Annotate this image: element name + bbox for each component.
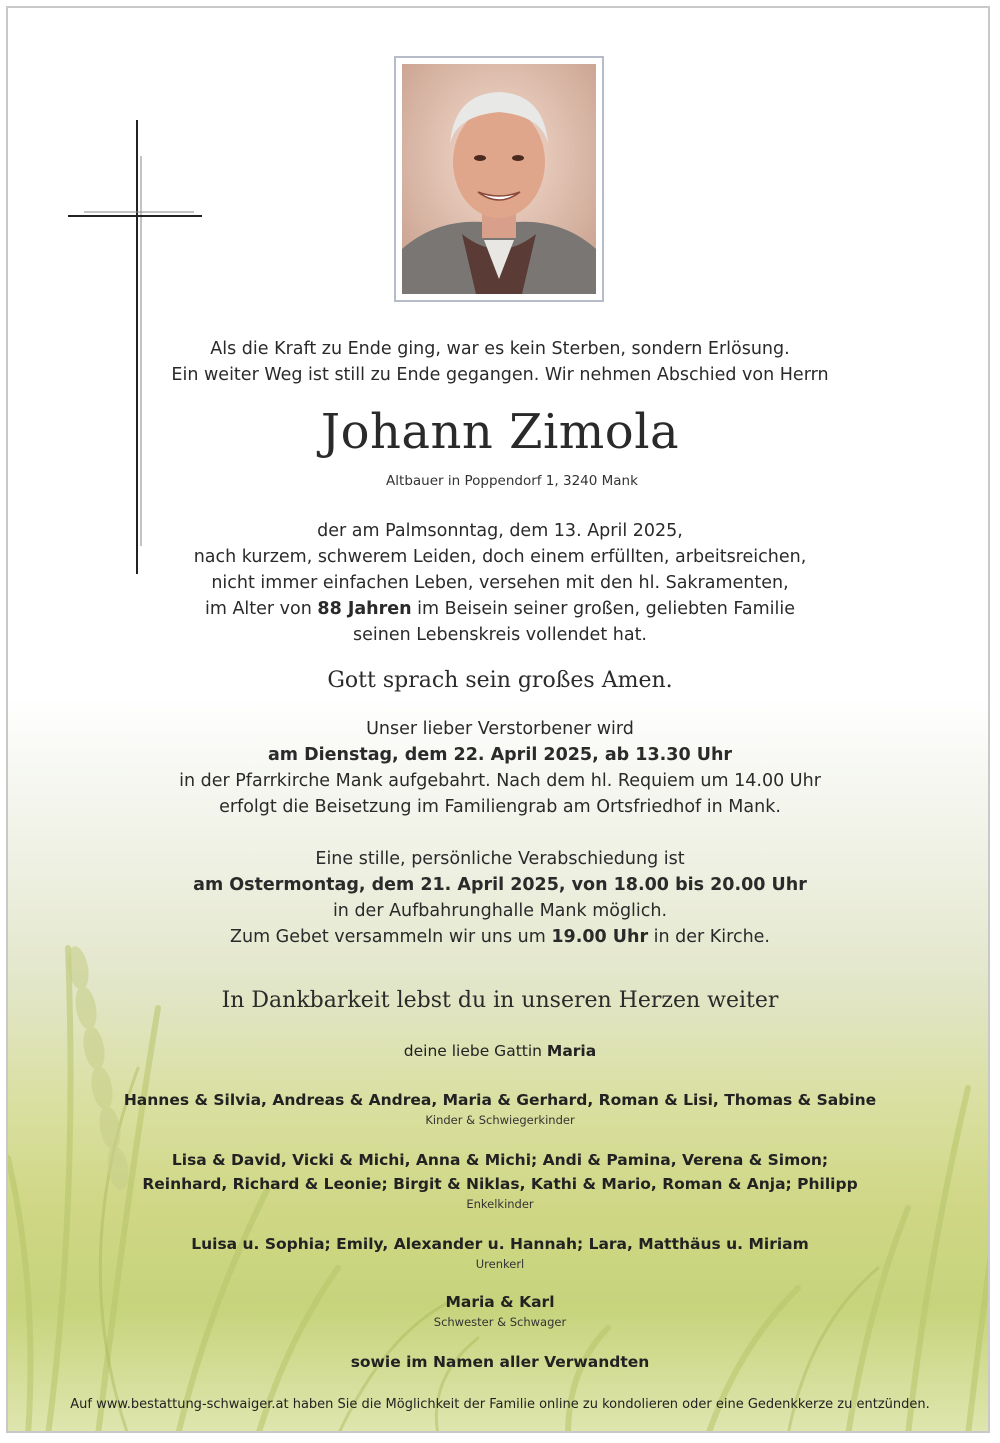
intro-line-1: Als die Kraft zu Ende ging, war es kein Sterben, sondern Erlösung. xyxy=(210,339,790,359)
intro-verse xyxy=(0,336,1000,388)
great-grandchildren-role: Urenkerl xyxy=(475,1257,525,1271)
farewell-paragraph xyxy=(0,846,1000,950)
grandchildren-block xyxy=(0,1148,1000,1212)
funeral-line-3: in der Pfarrkirche Mank aufgebahrt. Nach dem hl. Requiem um 14.00 Uhr xyxy=(179,771,821,791)
passing-line-3: nicht immer einfachen Leben, versehen mit den hl. Sakramenten, xyxy=(211,573,789,593)
children-role: Kinder & Schwiegerkinder xyxy=(425,1113,575,1127)
wife-name: Maria xyxy=(546,1042,597,1060)
relatives-line: sowie im Namen aller Verwandten xyxy=(350,1353,650,1371)
deceased-subtitle: Altbauer in Poppendorf 1, 3240 Mank xyxy=(386,473,638,489)
passing-line-4-post: im Beisein seiner großen, geliebten Familie xyxy=(411,599,795,619)
funeral-line-1: Unser lieber Verstorbener wird xyxy=(366,719,634,739)
children-names: Hannes & Silvia, Andreas & Andrea, Maria & Gerhard, Roman & Lisi, Thomas & Sabine xyxy=(123,1091,877,1109)
portrait-photo xyxy=(394,56,604,302)
deceased-name: Johann Zimola xyxy=(320,404,680,460)
intro-line-2: Ein weiter Weg ist still zu Ende gegangen. Wir nehmen Abschied von Herrn xyxy=(171,365,829,385)
siblings-block xyxy=(0,1290,1000,1330)
quote-amen: Gott sprach sein großes Amen. xyxy=(327,668,673,693)
farewell-line-4-pre: Zum Gebet versammeln wir uns um xyxy=(229,927,552,947)
farewell-line-3: in der Aufbahrunghalle Mank möglich. xyxy=(332,901,668,921)
passing-line-4 xyxy=(0,596,1000,622)
great-grandchildren-block xyxy=(0,1232,1000,1272)
footer-note: Auf www.bestattung-schwaiger.at haben Sie die Möglichkeit der Familie online zu kondolieren oder eine Gedenkkerze zu entzünden. xyxy=(70,1397,930,1412)
passing-line-5: seinen Lebenskreis vollendet hat. xyxy=(353,625,647,645)
age-value: 88 Jahren xyxy=(317,599,412,619)
farewell-date: am Ostermontag, dem 21. April 2025, von 18.00 bis 20.00 Uhr xyxy=(193,875,807,895)
grandchildren-names-2: Reinhard, Richard & Leonie; Birgit & Niklas, Kathi & Mario, Roman & Anja; Philipp xyxy=(142,1175,858,1193)
passing-paragraph xyxy=(0,518,1000,648)
passing-line-4-pre: im Alter von xyxy=(204,599,318,619)
quote-gratitude: In Dankbarkeit lebst du in unseren Herzen weiter xyxy=(221,988,779,1013)
passing-line-2: nach kurzem, schwerem Leiden, doch einem erfüllten, arbeitsreichen, xyxy=(193,547,807,567)
siblings-names: Maria & Karl xyxy=(445,1293,555,1311)
funeral-line-4: erfolgt die Beisetzung im Familiengrab am Ortsfriedhof in Mank. xyxy=(219,797,781,817)
funeral-date: am Dienstag, dem 22. April 2025, ab 13.30 Uhr xyxy=(267,745,733,765)
great-grandchildren-names: Luisa u. Sophia; Emily, Alexander u. Hannah; Lara, Matthäus u. Miriam xyxy=(191,1235,809,1253)
siblings-role: Schwester & Schwager xyxy=(433,1315,567,1329)
portrait-image xyxy=(402,64,596,294)
funeral-paragraph xyxy=(0,716,1000,820)
farewell-line-4 xyxy=(0,924,1000,950)
passing-line-1: der am Palmsonntag, dem 13. April 2025, xyxy=(317,521,683,541)
wife-line xyxy=(0,1042,1000,1060)
grandchildren-names-1: Lisa & David, Vicki & Michi, Anna & Michi; Andi & Pamina, Verena & Simon; xyxy=(171,1151,829,1169)
farewell-line-1: Eine stille, persönliche Verabschiedung ist xyxy=(315,849,685,869)
prayer-time: 19.00 Uhr xyxy=(551,927,649,947)
grandchildren-role: Enkelkinder xyxy=(466,1197,534,1211)
farewell-line-4-post: in der Kirche. xyxy=(648,927,770,947)
wife-prefix: deine liebe Gattin xyxy=(403,1042,547,1060)
children-block xyxy=(0,1088,1000,1128)
